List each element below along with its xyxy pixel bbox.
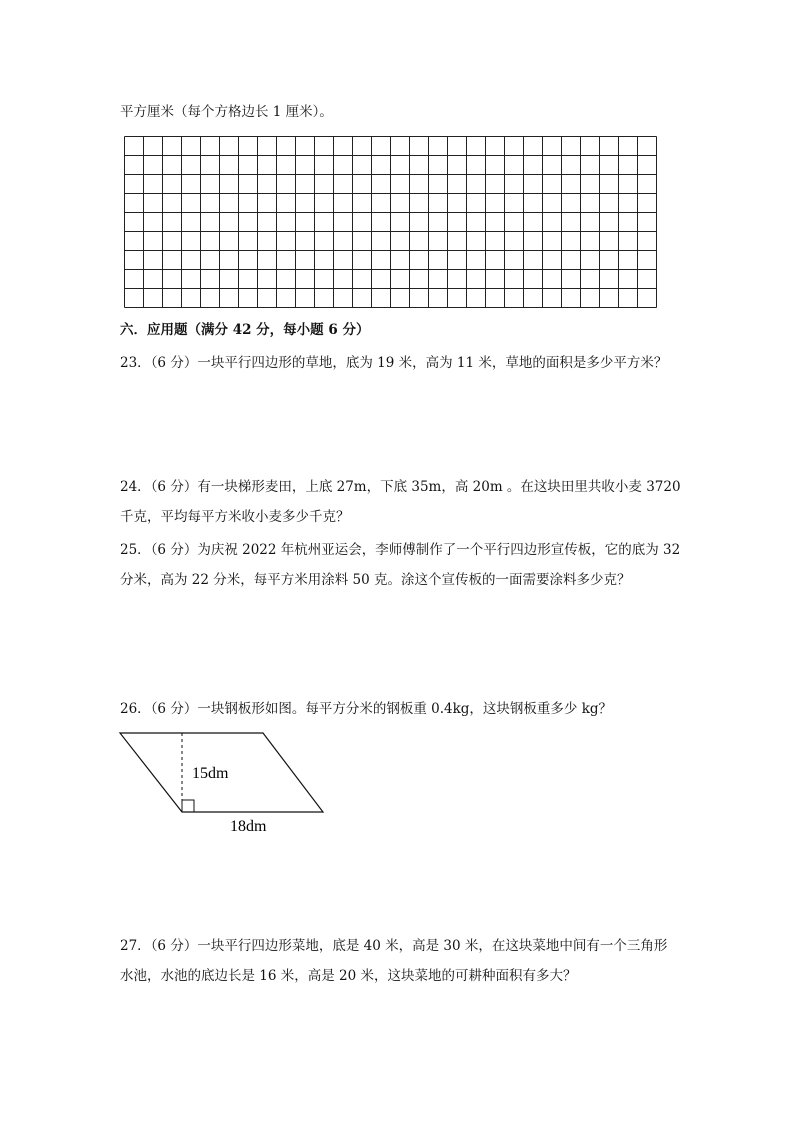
question-24-line-1 — [120, 477, 681, 497]
square-grid — [123, 135, 658, 309]
base-label: 18dm — [230, 818, 267, 835]
question-text: （6 分）一块平行四边形的草地，底为 19 米，高为 11 米，草地的面积是多少平方米？ — [150, 355, 668, 371]
question-27-line-1 — [120, 936, 667, 956]
question-number: 25． — [120, 542, 151, 558]
question-25-line-1 — [120, 540, 680, 560]
question-26 — [120, 699, 612, 719]
question-24-line-2: 千克，平均每平方米收小麦多少千克？ — [120, 509, 350, 525]
question-text: （6 分）为庆祝 2022 年杭州亚运会，李师傅制作了一个平行四边形宣传板，它的底为 32 — [150, 542, 681, 558]
question-number: 27． — [120, 938, 151, 954]
question-number: 26． — [120, 701, 151, 717]
question-number: 24． — [120, 479, 151, 495]
intro-line: 平方厘米（每个方格边长 1 厘米）。 — [120, 104, 333, 120]
right-angle-marker — [182, 800, 194, 812]
question-text: （6 分）一块平行四边形菜地，底是 40 米，高是 30 米，在这块菜地中间有一个三角形 — [150, 938, 668, 954]
question-23 — [120, 353, 667, 373]
section-title: 六．应用题（满分 42 分，每小题 6 分） — [120, 322, 370, 338]
question-text: （6 分）有一块梯形麦田，上底 27m，下底 35m，高 20m 。在这块田里共收小麦 3720 — [150, 479, 681, 495]
height-label: 15dm — [192, 765, 229, 782]
question-25-line-2: 分米，高为 22 分米，每平方米用涂料 50 克。涂这个宣传板的一面需要涂料多少克？ — [120, 572, 631, 588]
question-27-line-2: 水池，水池的底边长是 16 米，高是 20 米，这块菜地的可耕种面积有多大？ — [120, 968, 577, 984]
question-number: 23． — [120, 355, 151, 371]
parallelogram-figure — [118, 730, 333, 840]
question-text: （6 分）一块钢板形如图。每平方分米的钢板重 0.4kg，这块钢板重多少 kg？ — [150, 701, 613, 717]
